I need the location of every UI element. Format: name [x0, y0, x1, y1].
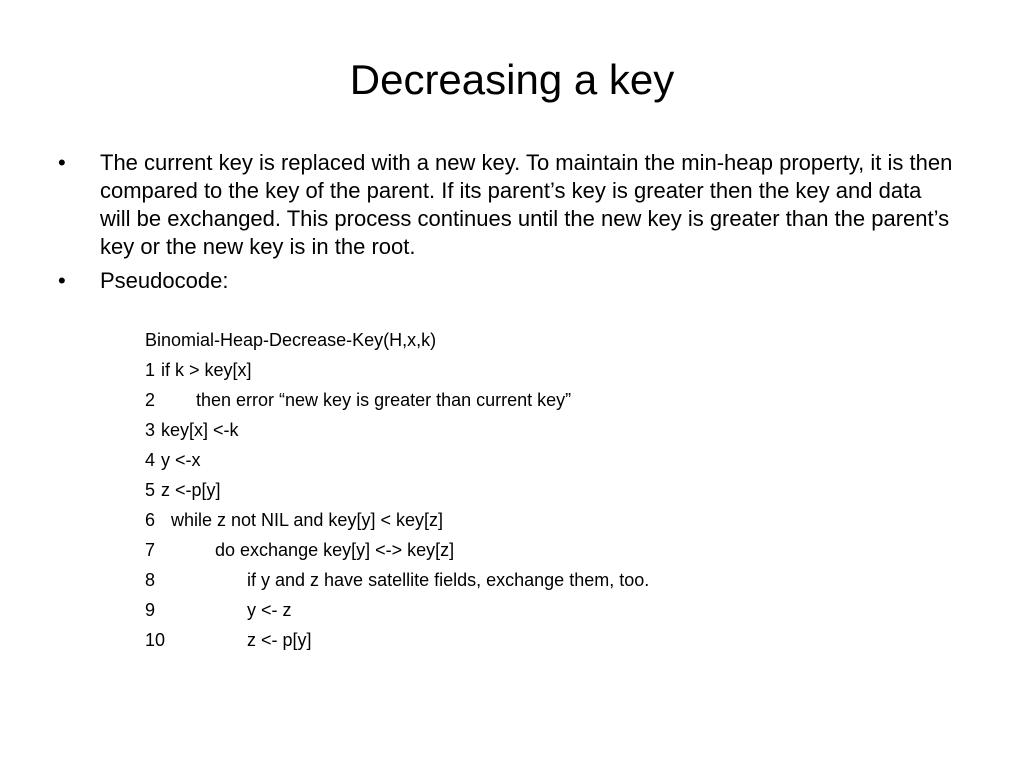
line-text: z <-p[y]: [161, 480, 221, 500]
bullet-item: [58, 149, 958, 261]
bullet-text: The current key is replaced with a new key. To maintain the min-heap property, it is then compared to the key of the parent. If its parent’s key is greater then the key and data will be exchanged. This process continues until the new key is greater than the parent’s key or the new key is in the root.: [100, 150, 953, 259]
bullet-item: [58, 267, 958, 295]
bullet-marker: •: [58, 268, 66, 293]
line-number: 2: [145, 390, 156, 410]
bullet-list: [58, 149, 958, 295]
line-number: 10: [145, 630, 166, 650]
line-number: 9: [145, 600, 156, 620]
pseudocode-header: [145, 325, 905, 355]
code-line: [145, 415, 905, 445]
line-number: 1: [145, 360, 156, 380]
line-text: if k > key[x]: [161, 360, 252, 380]
line-text: z <- p[y]: [247, 630, 312, 650]
code-line: [145, 625, 905, 655]
line-number: 3: [145, 420, 156, 440]
line-text: key[x] <-k: [161, 420, 239, 440]
line-number: 8: [145, 570, 156, 590]
code-line: [145, 445, 905, 475]
line-text: then error “new key is greater than current key”: [196, 390, 572, 410]
line-text: y <-x: [161, 450, 201, 470]
code-line: [145, 595, 905, 625]
bullet-text: Pseudocode:: [100, 268, 229, 293]
line-number: 5: [145, 480, 156, 500]
pseudocode-header-text: Binomial-Heap-Decrease-Key(H,x,k): [145, 330, 437, 350]
line-text: while z not NIL and key[y] < key[z]: [171, 510, 443, 530]
line-text: if y and z have satellite fields, exchange them, too.: [247, 570, 650, 590]
line-number: 6: [145, 510, 156, 530]
code-line: [145, 475, 905, 505]
code-line: [145, 385, 905, 415]
bullet-marker: •: [58, 150, 66, 175]
slide-title: Decreasing a key: [349, 56, 675, 103]
line-number: 7: [145, 540, 156, 560]
code-line: [145, 505, 905, 535]
line-text: y <- z: [247, 600, 292, 620]
line-number: 4: [145, 450, 156, 470]
code-line: [145, 565, 905, 595]
code-line: [145, 535, 905, 565]
line-text: do exchange key[y] <-> key[z]: [215, 540, 455, 560]
code-line: [145, 355, 905, 385]
pseudocode-block: [145, 325, 905, 655]
